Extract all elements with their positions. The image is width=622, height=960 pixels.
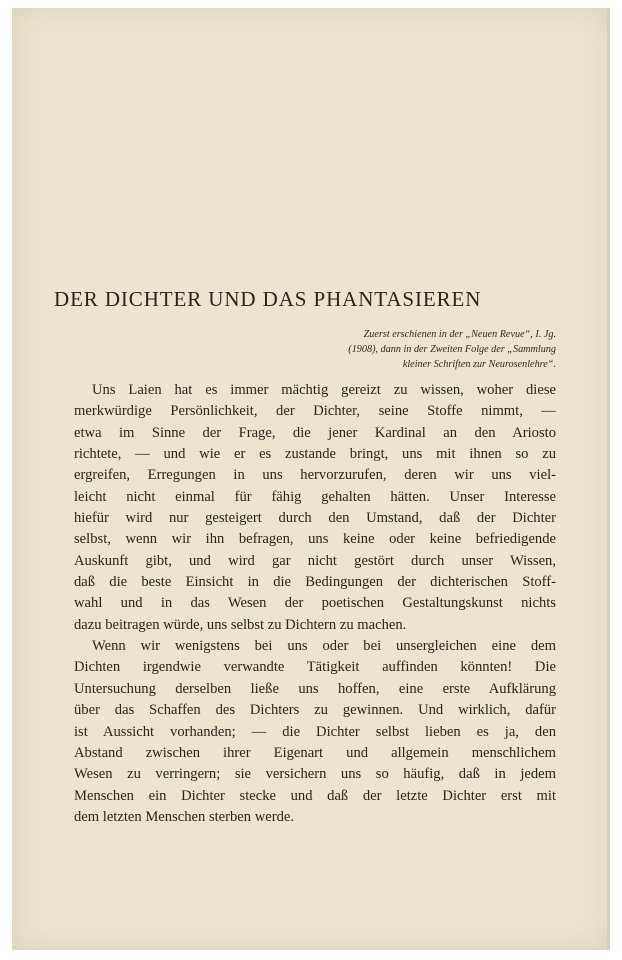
text-line: Dichten irgendwie verwandte Tätigkeit auffinden könnten! Die bbox=[74, 659, 556, 676]
text-line: etwa im Sinne der Frage, die jener Kardinal an den Ariosto bbox=[74, 424, 556, 441]
publication-note bbox=[262, 327, 556, 372]
book-page bbox=[12, 8, 610, 950]
text-line: Uns Laien hat es immer mächtig gereizt zu wissen, woher diese bbox=[92, 382, 556, 398]
text-line: hiefür wird nur gesteigert durch den Umstand, daß der Dichter bbox=[74, 510, 556, 527]
publication-note-line: (1908), dann in der Zweiten Folge der „Sammlung bbox=[348, 344, 556, 355]
text-line: richtete, — und wie er es zustande bringt, uns mit ihnen so zu bbox=[74, 446, 556, 463]
publication-note-line: Zuerst erschienen in der „Neuen Revue“, I. Jg. bbox=[363, 329, 556, 340]
text-line: ist Aussicht vorhanden; — die Dichter selbst lieben es ja, den bbox=[74, 723, 556, 740]
page-edge bbox=[607, 8, 610, 950]
text-line: über das Schaffen des Dichters zu gewinnen. Und wirklich, dafür bbox=[74, 702, 556, 719]
text-line: Wenn wir wenigstens bei uns oder bei unsergleichen eine dem bbox=[92, 638, 556, 655]
paragraph-1 bbox=[74, 380, 556, 636]
chapter-title: DER DICHTER UND DAS PHANTASIEREN bbox=[54, 287, 482, 311]
text-line: dem letzten Menschen sterben werde. bbox=[74, 808, 295, 825]
text-line: Untersuchung derselben ließe uns hoffen, eine erste Aufklärung bbox=[74, 680, 556, 697]
text-line: Auskunft gibt, und wird gar nicht gestört durch unser Wissen, bbox=[74, 552, 556, 569]
text-line: wahl und in das Wesen der poetischen Gestaltungskunst nichts bbox=[74, 595, 556, 612]
paragraph-2 bbox=[74, 636, 556, 828]
text-line: Menschen ein Dichter stecke und daß der letzte Dichter erst mit bbox=[74, 787, 556, 804]
text-line: dazu beitragen würde, uns selbst zu Dichtern zu machen. bbox=[74, 616, 407, 633]
text-line: daß die beste Einsicht in die Bedingungen der dichterischen Stoff- bbox=[74, 574, 556, 591]
text-line: Wesen zu verringern; sie versichern uns so häufig, daß in jedem bbox=[74, 766, 556, 783]
body-text bbox=[74, 380, 556, 828]
text-line: Abstand zwischen ihrer Eigenart und allgemein menschlichem bbox=[74, 744, 556, 761]
publication-note-line: kleiner Schriften zur Neurosenlehre“. bbox=[402, 359, 556, 370]
text-line: merkwürdige Persönlichkeit, der Dichter, seine Stoffe nimmt, — bbox=[74, 403, 556, 420]
text-line: leicht nicht einmal für fähig gehalten hätten. Unser Interesse bbox=[74, 488, 556, 505]
text-line: ergreifen, Erregungen in uns hervorzurufen, deren wir uns viel- bbox=[74, 467, 556, 484]
text-line: selbst, wenn wir ihn befragen, uns keine oder keine befriedigende bbox=[74, 531, 556, 548]
